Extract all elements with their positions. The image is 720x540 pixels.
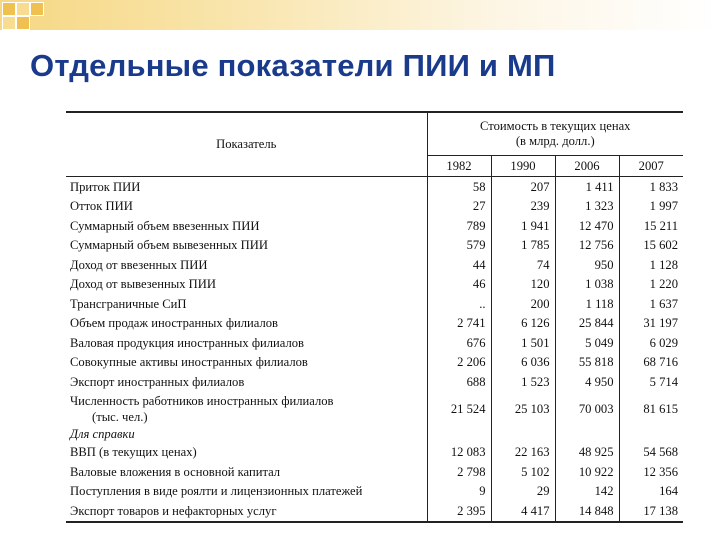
row-label: Доход от вывезенных ПИИ [70, 277, 216, 292]
row-label: Трансграничные СиП [70, 296, 187, 311]
table-row [66, 443, 683, 463]
decorative-square [2, 16, 16, 30]
cell-value: 2 798 [427, 462, 491, 482]
table-row [66, 275, 683, 295]
cell-value: 5 049 [555, 333, 619, 353]
cell-value: 9 [427, 482, 491, 502]
row-label: Доход от ввезенных ПИИ [70, 257, 208, 272]
decorative-square [16, 16, 30, 30]
cell-value: 579 [427, 236, 491, 256]
table-row-employment [66, 392, 683, 426]
cell-value: 12 470 [555, 216, 619, 236]
cell-value: 2 741 [427, 314, 491, 334]
cell-value: 1 997 [619, 197, 683, 217]
cell-empty [427, 426, 491, 443]
cell-empty [555, 426, 619, 443]
row-label: Валовые вложения в основной капитал [70, 464, 281, 479]
cell-value: 164 [619, 482, 683, 502]
header-year: 2006 [555, 156, 619, 177]
cell-value: 22 163 [491, 443, 555, 463]
reference-note: Для справки [70, 427, 135, 441]
cell-value: 1 941 [491, 216, 555, 236]
decorative-square [16, 2, 30, 16]
cell-value: 1 323 [555, 197, 619, 217]
cell-value: 4 417 [491, 501, 555, 522]
row-label: Приток ПИИ [70, 179, 141, 194]
cell-value: 31 197 [619, 314, 683, 334]
cell-value: 1 038 [555, 275, 619, 295]
cell-value: 1 501 [491, 333, 555, 353]
cell-value: 5 102 [491, 462, 555, 482]
cell-value: 4 950 [555, 372, 619, 392]
cell-value: 6 126 [491, 314, 555, 334]
row-label: Суммарный объем ввезенных ПИИ [70, 218, 260, 233]
table-row [66, 501, 683, 522]
table-row [66, 372, 683, 392]
decorative-squares [0, 0, 60, 40]
header-indicator: Показатель [66, 112, 427, 177]
cell-value: 12 756 [555, 236, 619, 256]
cell-value: 81 615 [619, 392, 683, 426]
cell-value: 2 395 [427, 501, 491, 522]
header-year: 1990 [491, 156, 555, 177]
cell-value: 29 [491, 482, 555, 502]
table-row [66, 294, 683, 314]
cell-value: 1 411 [555, 177, 619, 197]
data-table-container [66, 111, 683, 531]
table-row [66, 333, 683, 353]
cell-value: 15 211 [619, 216, 683, 236]
cell-value: 120 [491, 275, 555, 295]
header-year: 2007 [619, 156, 683, 177]
cell-value: 70 003 [555, 392, 619, 426]
table-row [66, 216, 683, 236]
decorative-top-band [0, 0, 720, 30]
table-row [66, 353, 683, 373]
cell-value: 17 138 [619, 501, 683, 522]
cell-value: 5 714 [619, 372, 683, 392]
decorative-square [2, 2, 16, 16]
table-row [66, 482, 683, 502]
cell-value: 15 602 [619, 236, 683, 256]
table-row [66, 462, 683, 482]
row-label-line1: Численность работников иностранных филиалов [70, 393, 334, 408]
row-label: Экспорт товаров и нефакторных услуг [66, 501, 427, 522]
cell-value: 676 [427, 333, 491, 353]
cell-value: 688 [427, 372, 491, 392]
cell-empty [619, 426, 683, 443]
row-label-employment [66, 392, 427, 426]
cell-empty [491, 426, 555, 443]
cell-value: 1 523 [491, 372, 555, 392]
header-value-group-line1: Стоимость в текущих ценах [480, 119, 631, 133]
row-label: Отток ПИИ [70, 199, 133, 214]
row-label: Объем продаж иностранных филиалов [70, 316, 278, 331]
row-label: Экспорт иностранных филиалов [70, 374, 245, 389]
row-label: Суммарный объем вывезенных ПИИ [70, 238, 268, 253]
header-value-group [427, 112, 683, 156]
table-row [66, 236, 683, 256]
cell-value: 2 206 [427, 353, 491, 373]
cell-value: 950 [555, 255, 619, 275]
cell-value: 27 [427, 197, 491, 217]
cell-value: 142 [555, 482, 619, 502]
cell-value: 789 [427, 216, 491, 236]
cell-value: 1 637 [619, 294, 683, 314]
table-row-note [66, 426, 683, 443]
cell-value: 1 785 [491, 236, 555, 256]
cell-value: 25 103 [491, 392, 555, 426]
cell-value: 12 356 [619, 462, 683, 482]
cell-value: .. [427, 294, 491, 314]
cell-value: 1 220 [619, 275, 683, 295]
table-row [66, 197, 683, 217]
header-year: 1982 [427, 156, 491, 177]
cell-value: 55 818 [555, 353, 619, 373]
cell-value: 14 848 [555, 501, 619, 522]
row-label-line2: (тыс. чел.) [92, 409, 148, 424]
row-label: Поступления в виде роялти и лицензионных платежей [70, 484, 363, 499]
slide-title: Отдельные показатели ПИИ и МП [30, 48, 556, 83]
cell-value: 12 083 [427, 443, 491, 463]
cell-value: 1 128 [619, 255, 683, 275]
cell-value: 200 [491, 294, 555, 314]
cell-value: 1 833 [619, 177, 683, 197]
row-label: ВВП (в текущих ценах) [70, 445, 197, 460]
cell-value: 6 029 [619, 333, 683, 353]
table-row [66, 255, 683, 275]
cell-value: 1 118 [555, 294, 619, 314]
cell-value: 6 036 [491, 353, 555, 373]
cell-value: 58 [427, 177, 491, 197]
cell-value: 68 716 [619, 353, 683, 373]
cell-value: 48 925 [555, 443, 619, 463]
header-value-group-line2: (в млрд. долл.) [515, 134, 595, 148]
cell-value: 74 [491, 255, 555, 275]
cell-value: 21 524 [427, 392, 491, 426]
row-label: Валовая продукция иностранных филиалов [70, 335, 304, 350]
cell-value: 44 [427, 255, 491, 275]
table-row [66, 177, 683, 197]
cell-value: 239 [491, 197, 555, 217]
decorative-square [30, 2, 44, 16]
fdi-indicators-table [66, 111, 683, 523]
cell-value: 46 [427, 275, 491, 295]
cell-value: 10 922 [555, 462, 619, 482]
cell-value: 207 [491, 177, 555, 197]
cell-value: 54 568 [619, 443, 683, 463]
row-label: Совокупные активы иностранных филиалов [70, 355, 308, 370]
table-row [66, 314, 683, 334]
cell-value: 25 844 [555, 314, 619, 334]
